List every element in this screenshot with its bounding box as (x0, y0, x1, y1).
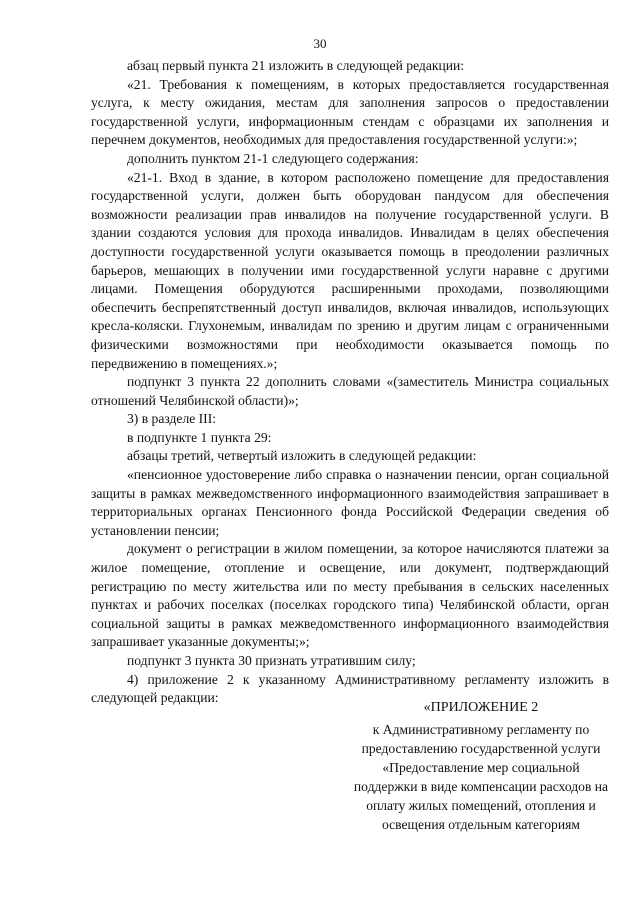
paragraph: абзацы третий, четвертый изложить в следующей редакции: (127, 448, 477, 464)
appendix-text: к Административному регламенту по предоставлению государственной услуги «Предоставление мер социальной поддержки в виде компенсации расходов на оплату жилых помещений, отопления и освещения отдельным категориям (353, 722, 609, 832)
paragraph: абзац первый пункта 21 изложить в следующей редакции: (127, 58, 465, 73)
page-number: 30 (313, 36, 327, 51)
paragraph: документ о регистрации в жилом помещении, за которое начисляются платежи за жилое помещение, отопление и освещение, или документ, подтверждающий регистрацию по месту жительства или по месту пребывания в сельских населенных пунктах и рабочих поселках (поселках городского типа) Челябинской области, орган социальной защиты в рамках межведомственного информационного взаимодействия запрашивает указанные документы;»; (91, 541, 609, 650)
paragraph: 3) в разделе III: (127, 411, 217, 427)
paragraph: «21-1. Вход в здание, в котором расположено помещение для предоставления государственной услуги, должен быть оборудован пандусом для обеспечения возможности реализации прав инвалидов на получение государственной услуги. В здании создаются условия для прохода инвалидов. Инвалидам в целях обеспечения доступности государственной услуги оказывается помощь в преодолении различных барьеров, мешающих в получении ими государственной услуги наравне с другими лицами. Помещения оборудуются расширенными проходами, позволяющими обеспечить беспрепятственный доступ инвалидов, включая инвалидов, использующих кресла-коляски. Глухонемым, инвалидам по зрению и другим лицам с ограниченными физическими возможностями при необходимости оказывается помощь по передвижению в помещениях.»; (91, 169, 609, 371)
paragraph: «21. Требования к помещениям, в которых предоставляется государственная услуга, к месту ожидания, местам для заполнения запросов о предоставлении государственной услуги, информационным стендам с образцами их заполнения и перечнем документов, необходимых для предоставления государственной услуги:»; (91, 76, 609, 148)
paragraph: дополнить пунктом 21-1 следующего содержания: (127, 150, 419, 166)
paragraph: 4) приложение 2 к указанному Административному регламенту изложить в следующей редакции: (91, 671, 609, 706)
appendix-heading (350, 698, 612, 834)
appendix-title: «ПРИЛОЖЕНИЕ 2 (423, 700, 539, 715)
paragraph: подпункт 3 пункта 22 дополнить словами «(заместитель Министра социальных отношений Челябинской области)»; (91, 374, 609, 408)
paragraph: подпункт 3 пункта 30 признать утратившим силу; (127, 653, 416, 668)
paragraph: «пенсионное удостоверение либо справка о назначении пенсии, орган социальной защиты в рамках межведомственного информационного взаимодействия запрашивает в территориальных органах Пенсионного фонда Российской Федерации сведения об установлении пенсии; (91, 467, 609, 538)
document-body (91, 57, 609, 708)
paragraph: в подпункте 1 пункта 29: (127, 429, 272, 445)
